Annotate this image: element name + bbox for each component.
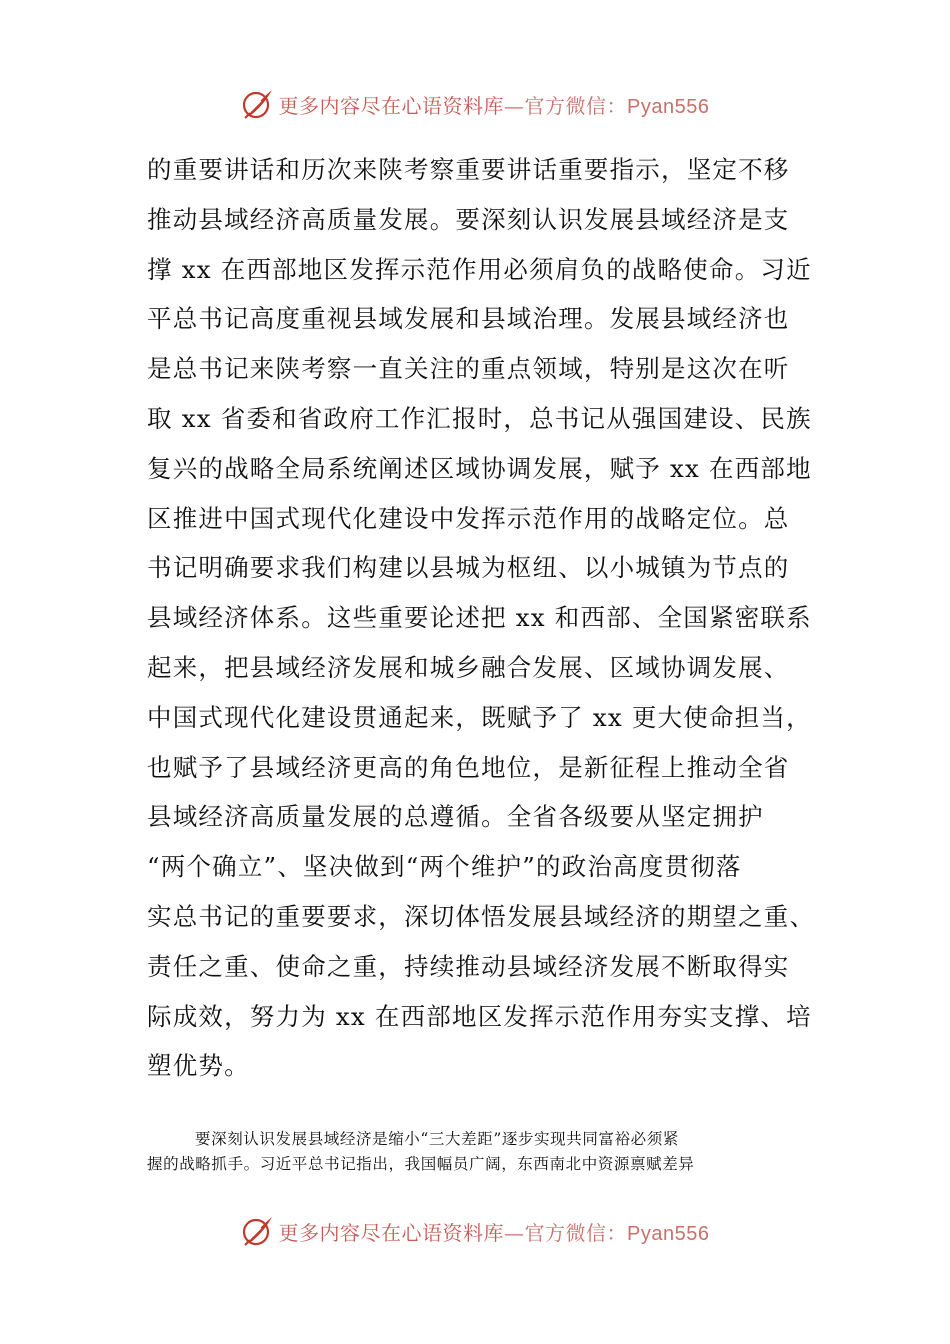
body-line: 实总书记的重要要求，深切体悟发展县域经济的期望之重、 bbox=[147, 901, 816, 931]
small-line: 要深刻认识发展县域经济是缩小“三大差距”逐步实现共同富裕必须紧 bbox=[195, 1130, 679, 1148]
body-line: 县域经济高质量发展的总遵循。全省各级要从坚定拥护 bbox=[147, 802, 764, 832]
body-line: 是总书记来陕考察一直关注的重点领域，特别是这次在听 bbox=[147, 354, 790, 384]
body-line: 际成效，努力为 xx 在西部地区发挥示范作用夯实支撑、培 bbox=[147, 1001, 812, 1031]
quill-pen-logo-icon bbox=[241, 87, 275, 121]
header-banner-text bbox=[279, 90, 710, 119]
body-line: 中国式现代化建设贯通起来，既赋予了 xx 更大使命担当， bbox=[147, 702, 812, 732]
footer-dash: — bbox=[504, 1220, 525, 1245]
body-line: “两个确立”、坚决做到“两个维护”的政治高度贯彻落 bbox=[147, 852, 742, 882]
small-paragraph bbox=[147, 1127, 807, 1177]
header-banner bbox=[0, 84, 950, 124]
header-brand: 更多内容尽在心语资料库 bbox=[278, 93, 505, 118]
body-line: 平总书记高度重视县域发展和县域治理。发展县域经济也 bbox=[147, 304, 790, 334]
body-line: 县域经济体系。这些重要论述把 xx 和西部、全国紧密联系 bbox=[147, 603, 812, 633]
footer-banner bbox=[0, 1211, 950, 1251]
body-line: 的重要讲话和历次来陕考察重要讲话重要指示，坚定不移 bbox=[147, 155, 790, 184]
body-line: 责任之重、使命之重，持续推动县域经济发展不断取得实 bbox=[147, 951, 790, 981]
small-line: 握的战略抓手。习近平总书记指出，我国幅员广阔，东西南北中资源禀赋差异 bbox=[147, 1155, 695, 1173]
body-line: 取 xx 省委和省政府工作汇报时，总书记从强国建设、民族 bbox=[147, 403, 812, 433]
footer-label: 官方微信： bbox=[524, 1220, 628, 1245]
body-line: 推动县域经济高质量发展。要深刻认识发展县域经济是支 bbox=[147, 204, 790, 234]
footer-account: Pyan556 bbox=[627, 1222, 710, 1245]
header-label: 官方微信： bbox=[524, 93, 628, 118]
body-line: 也赋予了县域经济更高的角色地位，是新征程上推动全省 bbox=[147, 752, 790, 782]
body-paragraph bbox=[147, 145, 816, 1091]
body-line: 起来，把县域经济发展和城乡融合发展、区域协调发展、 bbox=[147, 652, 790, 682]
body-line: 区推进中国式现代化建设中发挥示范作用的战略定位。总 bbox=[147, 503, 790, 533]
header-dash: — bbox=[504, 93, 525, 118]
header-account: Pyan556 bbox=[627, 95, 710, 118]
body-line: 塑优势。 bbox=[147, 1051, 250, 1081]
quill-pen-logo-icon bbox=[241, 1214, 275, 1248]
footer-banner-text bbox=[279, 1217, 710, 1246]
footer-brand: 更多内容尽在心语资料库 bbox=[278, 1220, 505, 1245]
body-line: 复兴的战略全局系统阐述区域协调发展，赋予 xx 在西部地 bbox=[147, 453, 812, 483]
body-line: 撑 xx 在西部地区发挥示范作用必须肩负的战略使命。习近 bbox=[147, 254, 812, 284]
body-line: 书记明确要求我们构建以县城为枢纽、以小城镇为节点的 bbox=[147, 553, 790, 583]
